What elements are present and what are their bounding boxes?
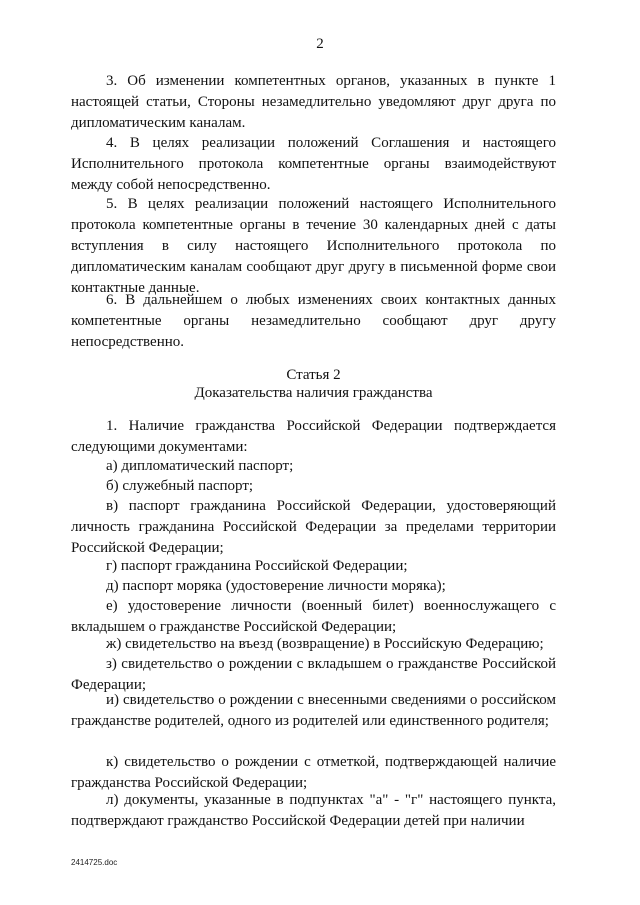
item-a: а) дипломатический паспорт; <box>106 458 294 474</box>
item-z: з) свидетельство о рождении с вкладышем о гражданстве Российской Федерации; <box>71 656 556 693</box>
item-b: б) служебный паспорт; <box>106 478 254 494</box>
item-v: в) паспорт гражданина Российской Федерации, удостоверяющий личность гражданина Российской Федерации за пределами территории Российской Федерации; <box>71 498 556 556</box>
item-d: д) паспорт моряка (удостоверение личности моряка); <box>106 578 446 594</box>
article-title: Доказательства наличия гражданства <box>194 385 433 401</box>
paragraph-5: 5. В целях реализации положений настоящего Исполнительного протокола компетентные органы в течение 30 календарных дней с даты вступления в силу настоящего Исполнительного протокола по дипломатическим каналам сообщают друг другу в письменной форме свои контактные данные. <box>71 196 556 296</box>
article-number: Статья 2 <box>286 367 341 383</box>
item-e: е) удостоверение личности (военный билет) военнослужащего с вкладышем о гражданстве Российской Федерации; <box>71 598 556 635</box>
page-number: 2 <box>316 36 324 52</box>
paragraph-6: 6. В дальнейшем о любых изменениях своих контактных данных компетентные органы незамедлительно сообщают друг другу непосредственно. <box>71 292 556 350</box>
paragraph-4: 4. В целях реализации положений Соглашения и настоящего Исполнительного протокола компетентные органы взаимодействуют между собой непосредственно. <box>71 135 556 193</box>
paragraph-3: 3. Об изменении компетентных органов, указанных в пункте 1 настоящей статьи, Стороны незамедлительно уведомляют друг друга по дипломатическим каналам. <box>71 73 556 131</box>
item-zh: ж) свидетельство на въезд (возвращение) в Российскую Федерацию; <box>106 636 544 652</box>
item-i: и) свидетельство о рождении с внесенными сведениями о российском гражданстве родителей, одного из родителей или единственного родителя; <box>71 692 556 729</box>
item-k: к) свидетельство о рождении с отметкой, подтверждающей наличие гражданства Российской Федерации; <box>71 754 556 791</box>
item-g: г) паспорт гражданина Российской Федерации; <box>106 558 408 574</box>
clause-1: 1. Наличие гражданства Российской Федерации подтверждается следующими документами: <box>71 418 556 455</box>
footer-filename: 2414725.doc <box>71 858 118 867</box>
item-l: л) документы, указанные в подпунктах "а" - "г" настоящего пункта, подтверждают гражданство Российской Федерации детей при наличии <box>71 792 556 829</box>
